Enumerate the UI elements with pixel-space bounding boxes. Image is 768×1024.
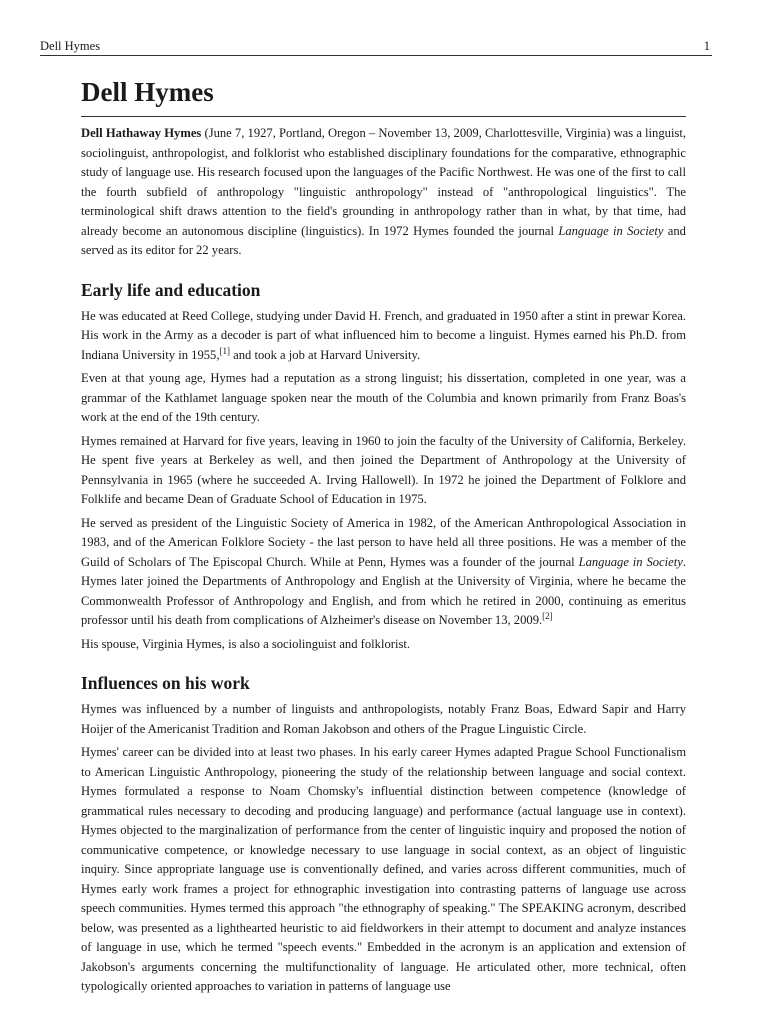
lead-paragraph: Dell Hathaway Hymes (June 7, 1927, Portland, Oregon – November 13, 2009, Charlottesville, Virginia) was a linguist, sociolinguist, anthropologist, and folklorist who established disciplinary foundations for the comparative, ethnographic study of language use. His research focused upon the languages of the Pacific Northwest. He was one of the first to call the fourth subfield of anthropology "linguistic anthropology" instead of "anthropological linguistics". The terminological shift draws attention to the field's grounding in anthropology rather than in what, by that time, had already become an autonomous discipline (linguistics). In 1972 Hymes founded the journal Language in Society and served as its editor for 22 years.	[81, 126, 686, 257]
section-heading-influences: Influences on his work	[81, 673, 250, 693]
journal-title: Language in Society	[578, 554, 683, 569]
paragraph: Hymes was influenced by a number of linguists and anthropologists, notably Franz Boas, Edward Sapir and Harry Hoijer of the Americanist Tradition and Roman Jakobson and others of the Prague Linguistic Circle.	[81, 702, 686, 736]
running-header-title: Dell Hymes	[40, 39, 101, 53]
section-heading-early-life: Early life and education	[81, 279, 261, 300]
journal-title: Language in Society	[558, 223, 664, 238]
paragraph: Hymes remained at Harvard for five years, leaving in 1960 to join the faculty of the University of California, Berkeley. He spent five years at Berkeley as well, and then joined the Department of Anthropology at the University of Pennsylvania in 1965 (where he succeeded A. Irving Hallowell). In 1972 he joined the Department of Folklore and Folklife and became Dean of Graduate School of Education in 1975.	[81, 433, 686, 506]
paragraph: His spouse, Virginia Hymes, is also a sociolinguist and folklorist.	[81, 636, 410, 651]
citation-link-1[interactable]: [1]	[219, 345, 231, 356]
paragraph: He was educated at Reed College, studying under David H. French, and graduated in 1950 after a stint in prewar Korea. His work in the Army as a decoder is part of what influenced him to become a linguist. Hymes earned his Ph.D. from Indiana University in 1955,[1] and took a job at Harvard University.	[81, 308, 686, 362]
citation-link-2[interactable]: [2]	[542, 610, 553, 621]
paragraph: He served as president of the Linguistic Society of America in 1982, of the American Anthropological Association in 1983, and of the American Folklore Society - the last person to have held all three positions. He was a member of the Guild of Scholars of The Episcopal Church. While at Penn, Hymes was a founder of the journal Language in Society. Hymes later joined the Departments of Anthropology and English at the University of Virginia, where he became the Commonwealth Professor of Anthropology and English, and from which he retired in 2000, continuing as emeritus professor until his death from complications of Alzheimer's disease on November 13, 2009.[2]	[81, 515, 686, 627]
paragraph: Even at that young age, Hymes had a reputation as a strong linguist; his dissertation, completed in one year, was a grammar of the Kathlamet language spoken near the mouth of the Columbia and known primarily from Franz Boas's work at the end of the 19th century.	[81, 371, 686, 424]
subject-name: Dell Hathaway Hymes	[81, 126, 202, 140]
paragraph: Hymes' career can be divided into at least two phases. In his early career Hymes adapted Prague School Functionalism to American Linguistic Anthropology, pioneering the study of the relationship between language and social context. Hymes formulated a response to Noam Chomsky's influential distinction between competence (knowledge of grammatical rules necessary to decoding and producing language) and performance (actual language use in context). Hymes objected to the marginalization of performance from the center of linguistic inquiry and proposed the notion of communicative competence, or knowledge necessary to use language in social context, as an object of linguistic inquiry. Since appropriate language use is conventionally defined, and varies across different communities, much of Hymes early work frames a project for ethnographic investigation into contrasting patterns of language use across speech communities. Hymes termed this approach "the ethnography of speaking." The SPEAKING acronym, described below, was presented as a lighthearted heuristic to aid fieldworkers in their attempt to document and analyze instances of language in use, which he termed "speech events." Embedded in the acronym is an application and extension of Jakobson's arguments concerning the multifunctionality of language. He articulated other, more technical, often typologically oriented approaches to variation in patterns of language use	[81, 745, 686, 993]
page-number: 1	[703, 39, 710, 53]
article-body	[81, 74, 686, 1001]
article-title: Dell Hymes	[81, 74, 686, 117]
running-header	[40, 37, 712, 56]
